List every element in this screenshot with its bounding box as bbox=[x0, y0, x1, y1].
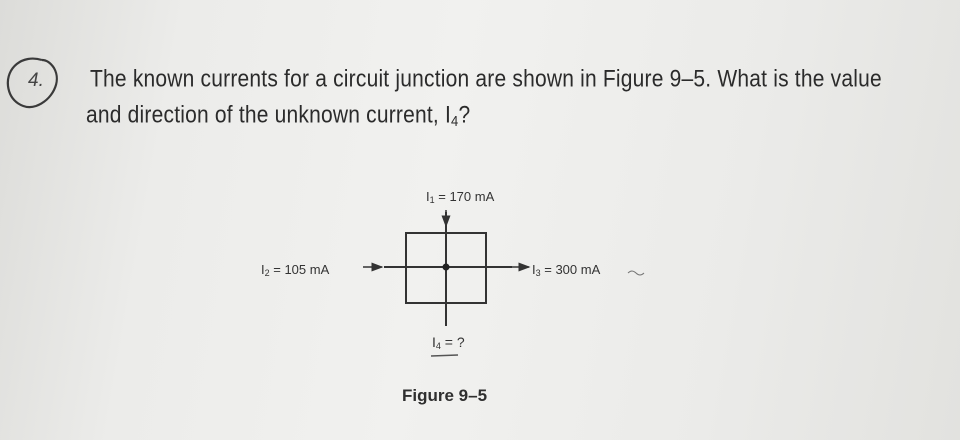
i2-label bbox=[261, 262, 329, 278]
question-number: 4. bbox=[28, 70, 44, 91]
question-text-line-2-end: ? bbox=[458, 102, 471, 129]
i1-subscript: 1 bbox=[429, 195, 435, 205]
figure-caption: Figure 9–5 bbox=[402, 386, 488, 405]
i2-subscript: 2 bbox=[264, 268, 270, 278]
i4-value: = ? bbox=[440, 334, 465, 350]
i1-value: = 170 mA bbox=[434, 189, 495, 204]
i3-value: = 300 mA bbox=[540, 262, 601, 277]
pencil-mark bbox=[628, 271, 644, 275]
i3-name: I bbox=[532, 262, 536, 277]
question-text-line-1: The known currents for a circuit junction are shown in Figure 9–5. What is the value bbox=[90, 66, 882, 93]
i4-subscript: 4 bbox=[435, 341, 441, 351]
question-text-line-2-subscript: 4 bbox=[451, 112, 459, 130]
i1-label bbox=[426, 189, 494, 205]
i4-name: I bbox=[432, 334, 436, 350]
question-text-line-2-main: and direction of the unknown current, I bbox=[86, 102, 452, 129]
i3-label bbox=[532, 262, 600, 278]
i4-underline bbox=[431, 355, 458, 356]
i1-name: I bbox=[426, 189, 430, 204]
junction-node bbox=[443, 264, 450, 271]
i4-label bbox=[432, 334, 465, 351]
i2-name: I bbox=[261, 262, 265, 277]
i3-subscript: 3 bbox=[535, 268, 541, 278]
i2-value: = 105 mA bbox=[269, 262, 330, 277]
